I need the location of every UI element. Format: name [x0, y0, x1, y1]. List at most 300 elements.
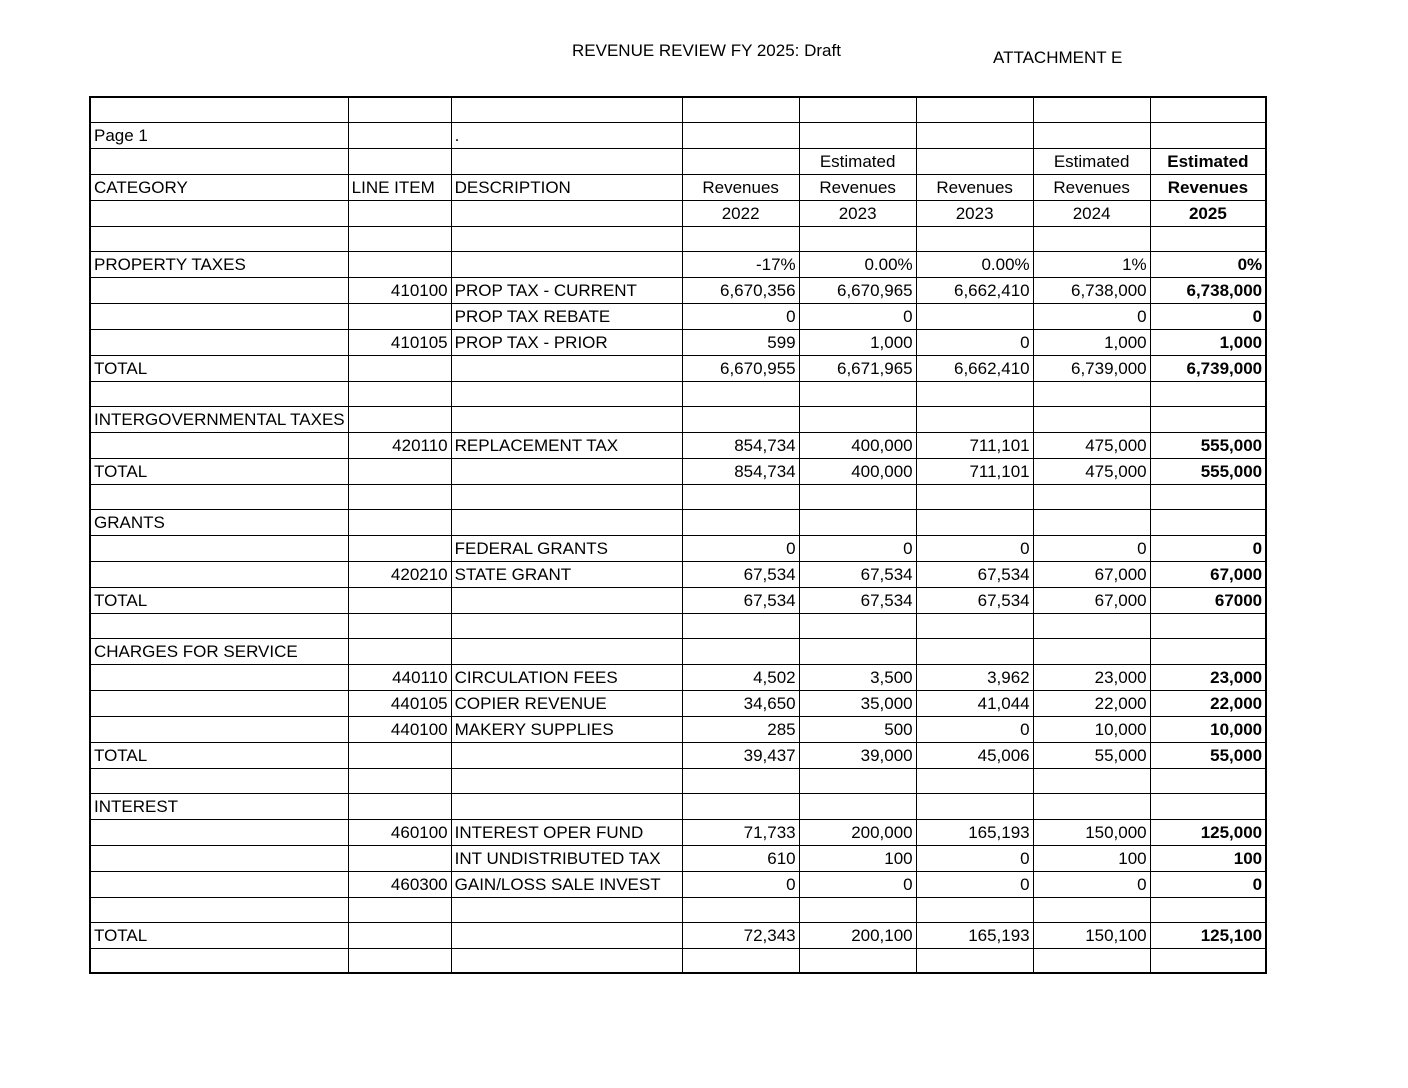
page-dot: . — [451, 122, 682, 148]
table-row — [90, 587, 1266, 613]
description-cell — [451, 793, 682, 819]
value-cell: 67000 — [1150, 587, 1266, 613]
table-cell — [916, 484, 1033, 509]
value-cell: 555,000 — [1150, 432, 1266, 458]
line-item-cell — [348, 251, 451, 277]
category-cell — [90, 716, 348, 742]
value-cell: -17% — [682, 251, 799, 277]
col-header-2-est-2024: Revenues — [1033, 174, 1150, 200]
table-cell — [90, 226, 348, 251]
col-header-1-est-2023: Estimated — [799, 148, 916, 174]
line-item-cell: 440105 — [348, 690, 451, 716]
value-cell: 0 — [916, 329, 1033, 355]
value-cell: 6,739,000 — [1150, 355, 1266, 381]
description-cell — [451, 922, 682, 948]
table-cell — [90, 381, 348, 406]
table-cell — [916, 613, 1033, 638]
line-item-cell — [348, 793, 451, 819]
category-cell — [90, 432, 348, 458]
table-row — [90, 535, 1266, 561]
value-cell — [916, 793, 1033, 819]
category-cell — [90, 819, 348, 845]
value-cell: 0 — [1033, 535, 1150, 561]
table-cell — [451, 768, 682, 793]
value-cell: 854,734 — [682, 432, 799, 458]
value-cell: 6,670,955 — [682, 355, 799, 381]
value-cell: 55,000 — [1033, 742, 1150, 768]
category-cell — [90, 664, 348, 690]
value-cell: 0% — [1150, 251, 1266, 277]
line-item-cell: 420210 — [348, 561, 451, 587]
value-cell: 45,006 — [916, 742, 1033, 768]
table-cell — [799, 484, 916, 509]
table-cell — [348, 97, 451, 122]
value-cell — [799, 638, 916, 664]
value-cell: 1% — [1033, 251, 1150, 277]
value-cell: 34,650 — [682, 690, 799, 716]
table-cell — [348, 948, 451, 973]
value-cell — [682, 509, 799, 535]
value-cell: 610 — [682, 845, 799, 871]
category-cell: PROPERTY TAXES — [90, 251, 348, 277]
col-header-2-est-2023: Revenues — [799, 174, 916, 200]
value-cell — [1033, 509, 1150, 535]
value-cell: 854,734 — [682, 458, 799, 484]
table-cell — [90, 897, 348, 922]
table-cell — [1150, 484, 1266, 509]
value-cell — [916, 638, 1033, 664]
value-cell: 0 — [682, 871, 799, 897]
table-cell — [682, 897, 799, 922]
table-cell — [348, 613, 451, 638]
value-cell: 23,000 — [1150, 664, 1266, 690]
category-cell: TOTAL — [90, 587, 348, 613]
line-item-cell: 440110 — [348, 664, 451, 690]
table-cell — [916, 381, 1033, 406]
table-cell — [916, 768, 1033, 793]
value-cell: 711,101 — [916, 458, 1033, 484]
value-cell — [799, 406, 916, 432]
value-cell: 200,000 — [799, 819, 916, 845]
table-cell — [1150, 226, 1266, 251]
category-cell: GRANTS — [90, 509, 348, 535]
line-item-cell — [348, 638, 451, 664]
value-cell — [1033, 406, 1150, 432]
category-cell: INTEREST — [90, 793, 348, 819]
description-cell: INTEREST OPER FUND — [451, 819, 682, 845]
value-cell: 475,000 — [1033, 432, 1150, 458]
table-cell — [799, 381, 916, 406]
value-cell: 500 — [799, 716, 916, 742]
table-cell — [799, 226, 916, 251]
table-cell — [682, 613, 799, 638]
table-row — [90, 638, 1266, 664]
table-cell — [348, 122, 451, 148]
value-cell: 0 — [682, 535, 799, 561]
value-cell: 67,534 — [682, 587, 799, 613]
table-row-blank — [90, 484, 1266, 509]
value-cell: 10,000 — [1150, 716, 1266, 742]
value-cell: 0 — [1150, 535, 1266, 561]
col-header-year-2022: 2022 — [682, 200, 799, 226]
table-row — [90, 690, 1266, 716]
table-cell — [90, 768, 348, 793]
value-cell — [799, 793, 916, 819]
value-cell: 10,000 — [1033, 716, 1150, 742]
value-cell: 100 — [799, 845, 916, 871]
value-cell — [1150, 406, 1266, 432]
value-cell: 150,000 — [1033, 819, 1150, 845]
value-cell: 22,000 — [1033, 690, 1150, 716]
value-cell: 67,000 — [1033, 587, 1150, 613]
table-cell — [799, 97, 916, 122]
description-cell — [451, 638, 682, 664]
col-header-category: CATEGORY — [90, 174, 348, 200]
table-cell — [1033, 613, 1150, 638]
table-cell — [348, 226, 451, 251]
category-cell: TOTAL — [90, 355, 348, 381]
table-cell — [682, 484, 799, 509]
table-cell — [799, 897, 916, 922]
table-row-blank — [90, 948, 1266, 973]
value-cell: 150,100 — [1033, 922, 1150, 948]
category-cell: TOTAL — [90, 458, 348, 484]
table-cell — [451, 484, 682, 509]
value-cell: 41,044 — [916, 690, 1033, 716]
col-header-2-2022: Revenues — [682, 174, 799, 200]
line-item-cell — [348, 845, 451, 871]
col-header-1-2022 — [682, 148, 799, 174]
table-row — [90, 406, 1266, 432]
table-cell — [1033, 768, 1150, 793]
col-header-description: DESCRIPTION — [451, 174, 682, 200]
value-cell: 71,733 — [682, 819, 799, 845]
page-label: Page 1 — [90, 122, 348, 148]
table-row — [90, 742, 1266, 768]
table-row-page — [90, 122, 1266, 148]
value-cell: 711,101 — [916, 432, 1033, 458]
table-cell — [451, 148, 682, 174]
table-row — [90, 251, 1266, 277]
value-cell: 35,000 — [799, 690, 916, 716]
table-cell — [682, 122, 799, 148]
document-title: REVENUE REVIEW FY 2025: Draft — [572, 41, 841, 60]
table-cell — [90, 613, 348, 638]
table-cell — [90, 97, 348, 122]
line-item-cell — [348, 458, 451, 484]
value-cell — [916, 303, 1033, 329]
table-cell — [916, 948, 1033, 973]
table-row — [90, 509, 1266, 535]
value-cell: 1,000 — [799, 329, 916, 355]
value-cell: 599 — [682, 329, 799, 355]
value-cell: 6,738,000 — [1033, 277, 1150, 303]
description-cell: GAIN/LOSS SALE INVEST — [451, 871, 682, 897]
category-cell — [90, 690, 348, 716]
col-header-year-est-2024: 2024 — [1033, 200, 1150, 226]
value-cell: 6,670,356 — [682, 277, 799, 303]
table-cell — [90, 148, 348, 174]
table-row-blank-top — [90, 97, 1266, 122]
value-cell: 67,534 — [916, 561, 1033, 587]
description-cell: COPIER REVENUE — [451, 690, 682, 716]
value-cell: 125,100 — [1150, 922, 1266, 948]
table-cell — [799, 948, 916, 973]
value-cell — [682, 406, 799, 432]
value-cell: 100 — [1150, 845, 1266, 871]
table-cell — [451, 97, 682, 122]
description-cell: MAKERY SUPPLIES — [451, 716, 682, 742]
table-row — [90, 432, 1266, 458]
line-item-cell — [348, 303, 451, 329]
value-cell: 400,000 — [799, 432, 916, 458]
table-cell — [451, 948, 682, 973]
col-header-1-2023 — [916, 148, 1033, 174]
table-cell — [348, 200, 451, 226]
line-item-cell — [348, 406, 451, 432]
table-cell — [348, 148, 451, 174]
value-cell: 0 — [799, 871, 916, 897]
table-cell — [90, 948, 348, 973]
value-cell: 0 — [682, 303, 799, 329]
table-cell — [799, 613, 916, 638]
category-cell: TOTAL — [90, 742, 348, 768]
value-cell — [682, 793, 799, 819]
category-cell — [90, 561, 348, 587]
value-cell: 0 — [916, 716, 1033, 742]
table-cell — [451, 613, 682, 638]
value-cell — [1033, 638, 1150, 664]
category-cell — [90, 303, 348, 329]
value-cell: 0 — [916, 845, 1033, 871]
value-cell: 0 — [799, 535, 916, 561]
description-cell: PROP TAX - CURRENT — [451, 277, 682, 303]
value-cell: 0 — [916, 871, 1033, 897]
value-cell: 165,193 — [916, 922, 1033, 948]
table-cell — [799, 122, 916, 148]
table-cell — [1033, 897, 1150, 922]
table-row-blank — [90, 381, 1266, 406]
table-cell — [1150, 97, 1266, 122]
col-header-1-est-2025: Estimated — [1150, 148, 1266, 174]
table-cell — [1033, 948, 1150, 973]
description-cell: FEDERAL GRANTS — [451, 535, 682, 561]
line-item-cell — [348, 355, 451, 381]
value-cell: 200,100 — [799, 922, 916, 948]
table-row-blank — [90, 897, 1266, 922]
value-cell — [1150, 509, 1266, 535]
value-cell: 165,193 — [916, 819, 1033, 845]
value-cell: 1,000 — [1150, 329, 1266, 355]
description-cell: PROP TAX REBATE — [451, 303, 682, 329]
description-cell — [451, 406, 682, 432]
table-row — [90, 716, 1266, 742]
col-header-line-item: LINE ITEM — [348, 174, 451, 200]
line-item-cell: 440100 — [348, 716, 451, 742]
category-cell — [90, 277, 348, 303]
description-cell: PROP TAX - PRIOR — [451, 329, 682, 355]
table-row — [90, 922, 1266, 948]
value-cell: 23,000 — [1033, 664, 1150, 690]
table-row-blank — [90, 613, 1266, 638]
line-item-cell — [348, 535, 451, 561]
value-cell: 475,000 — [1033, 458, 1150, 484]
value-cell: 0 — [1150, 871, 1266, 897]
table-cell — [916, 122, 1033, 148]
value-cell — [1033, 793, 1150, 819]
table-row — [90, 819, 1266, 845]
value-cell: 3,500 — [799, 664, 916, 690]
line-item-cell — [348, 922, 451, 948]
table-cell — [451, 897, 682, 922]
value-cell: 67,534 — [916, 587, 1033, 613]
table-row — [90, 355, 1266, 381]
table-cell — [451, 381, 682, 406]
value-cell: 67,000 — [1033, 561, 1150, 587]
value-cell — [916, 406, 1033, 432]
table-cell — [682, 768, 799, 793]
attachment-label: ATTACHMENT E — [993, 48, 1123, 67]
table-cell — [348, 768, 451, 793]
value-cell: 72,343 — [682, 922, 799, 948]
table-cell — [1033, 484, 1150, 509]
value-cell: 0 — [1033, 303, 1150, 329]
category-cell — [90, 871, 348, 897]
value-cell: 6,662,410 — [916, 355, 1033, 381]
value-cell: 67,534 — [799, 587, 916, 613]
line-item-cell — [348, 587, 451, 613]
description-cell: INT UNDISTRIBUTED TAX — [451, 845, 682, 871]
line-item-cell: 410105 — [348, 329, 451, 355]
table-row — [90, 664, 1266, 690]
value-cell: 0 — [799, 303, 916, 329]
table-cell — [348, 897, 451, 922]
col-header-2-2023: Revenues — [916, 174, 1033, 200]
value-cell: 6,738,000 — [1150, 277, 1266, 303]
line-item-cell — [348, 742, 451, 768]
table-cell — [682, 948, 799, 973]
table-cell — [682, 381, 799, 406]
table-cell — [451, 226, 682, 251]
value-cell: 0 — [916, 535, 1033, 561]
value-cell: 0.00% — [916, 251, 1033, 277]
description-cell — [451, 251, 682, 277]
revenue-table — [89, 96, 1267, 974]
value-cell — [1150, 793, 1266, 819]
table-row — [90, 793, 1266, 819]
description-cell: CIRCULATION FEES — [451, 664, 682, 690]
table-row — [90, 329, 1266, 355]
value-cell — [1150, 638, 1266, 664]
description-cell — [451, 742, 682, 768]
col-header-year-est-2023: 2023 — [799, 200, 916, 226]
description-cell: REPLACEMENT TAX — [451, 432, 682, 458]
value-cell — [916, 509, 1033, 535]
line-item-cell: 420110 — [348, 432, 451, 458]
table-cell — [1033, 97, 1150, 122]
table-cell — [1150, 948, 1266, 973]
category-cell: CHARGES FOR SERVICE — [90, 638, 348, 664]
table-row — [90, 458, 1266, 484]
table-cell — [451, 200, 682, 226]
table-row-blank — [90, 768, 1266, 793]
table-cell — [1150, 122, 1266, 148]
col-header-year-est-2025: 2025 — [1150, 200, 1266, 226]
line-item-cell: 460300 — [348, 871, 451, 897]
table-cell — [682, 97, 799, 122]
table-row — [90, 277, 1266, 303]
header-row-3 — [90, 200, 1266, 226]
value-cell: 6,662,410 — [916, 277, 1033, 303]
value-cell: 39,000 — [799, 742, 916, 768]
table-body — [90, 97, 1266, 973]
table-row-blank — [90, 226, 1266, 251]
table-cell — [1150, 768, 1266, 793]
table-cell — [1033, 122, 1150, 148]
line-item-cell: 460100 — [348, 819, 451, 845]
table-cell — [799, 768, 916, 793]
value-cell: 400,000 — [799, 458, 916, 484]
table-cell — [916, 226, 1033, 251]
value-cell: 6,671,965 — [799, 355, 916, 381]
value-cell: 6,670,965 — [799, 277, 916, 303]
description-cell — [451, 509, 682, 535]
col-header-1-est-2024: Estimated — [1033, 148, 1150, 174]
value-cell: 6,739,000 — [1033, 355, 1150, 381]
category-cell — [90, 535, 348, 561]
table-cell — [90, 484, 348, 509]
col-header-year-2023: 2023 — [916, 200, 1033, 226]
value-cell: 67,534 — [682, 561, 799, 587]
table-cell — [1033, 226, 1150, 251]
table-cell — [348, 381, 451, 406]
value-cell: 555,000 — [1150, 458, 1266, 484]
value-cell: 1,000 — [1033, 329, 1150, 355]
value-cell: 0 — [1150, 303, 1266, 329]
table-cell — [916, 897, 1033, 922]
col-header-2-est-2025: Revenues — [1150, 174, 1266, 200]
description-cell — [451, 587, 682, 613]
table-cell — [348, 484, 451, 509]
table-cell — [1150, 897, 1266, 922]
value-cell: 39,437 — [682, 742, 799, 768]
table-cell — [682, 226, 799, 251]
value-cell: 67,000 — [1150, 561, 1266, 587]
value-cell — [682, 638, 799, 664]
value-cell: 55,000 — [1150, 742, 1266, 768]
category-cell — [90, 845, 348, 871]
category-cell: TOTAL — [90, 922, 348, 948]
header-row-1 — [90, 148, 1266, 174]
table-cell — [1150, 613, 1266, 638]
value-cell: 100 — [1033, 845, 1150, 871]
value-cell: 4,502 — [682, 664, 799, 690]
header-row-2 — [90, 174, 1266, 200]
value-cell: 22,000 — [1150, 690, 1266, 716]
value-cell — [799, 509, 916, 535]
value-cell: 285 — [682, 716, 799, 742]
table-row — [90, 871, 1266, 897]
line-item-cell: 410100 — [348, 277, 451, 303]
table-row — [90, 845, 1266, 871]
value-cell: 67,534 — [799, 561, 916, 587]
table-cell — [90, 200, 348, 226]
value-cell: 125,000 — [1150, 819, 1266, 845]
line-item-cell — [348, 509, 451, 535]
description-cell: STATE GRANT — [451, 561, 682, 587]
table-row — [90, 561, 1266, 587]
description-cell — [451, 458, 682, 484]
